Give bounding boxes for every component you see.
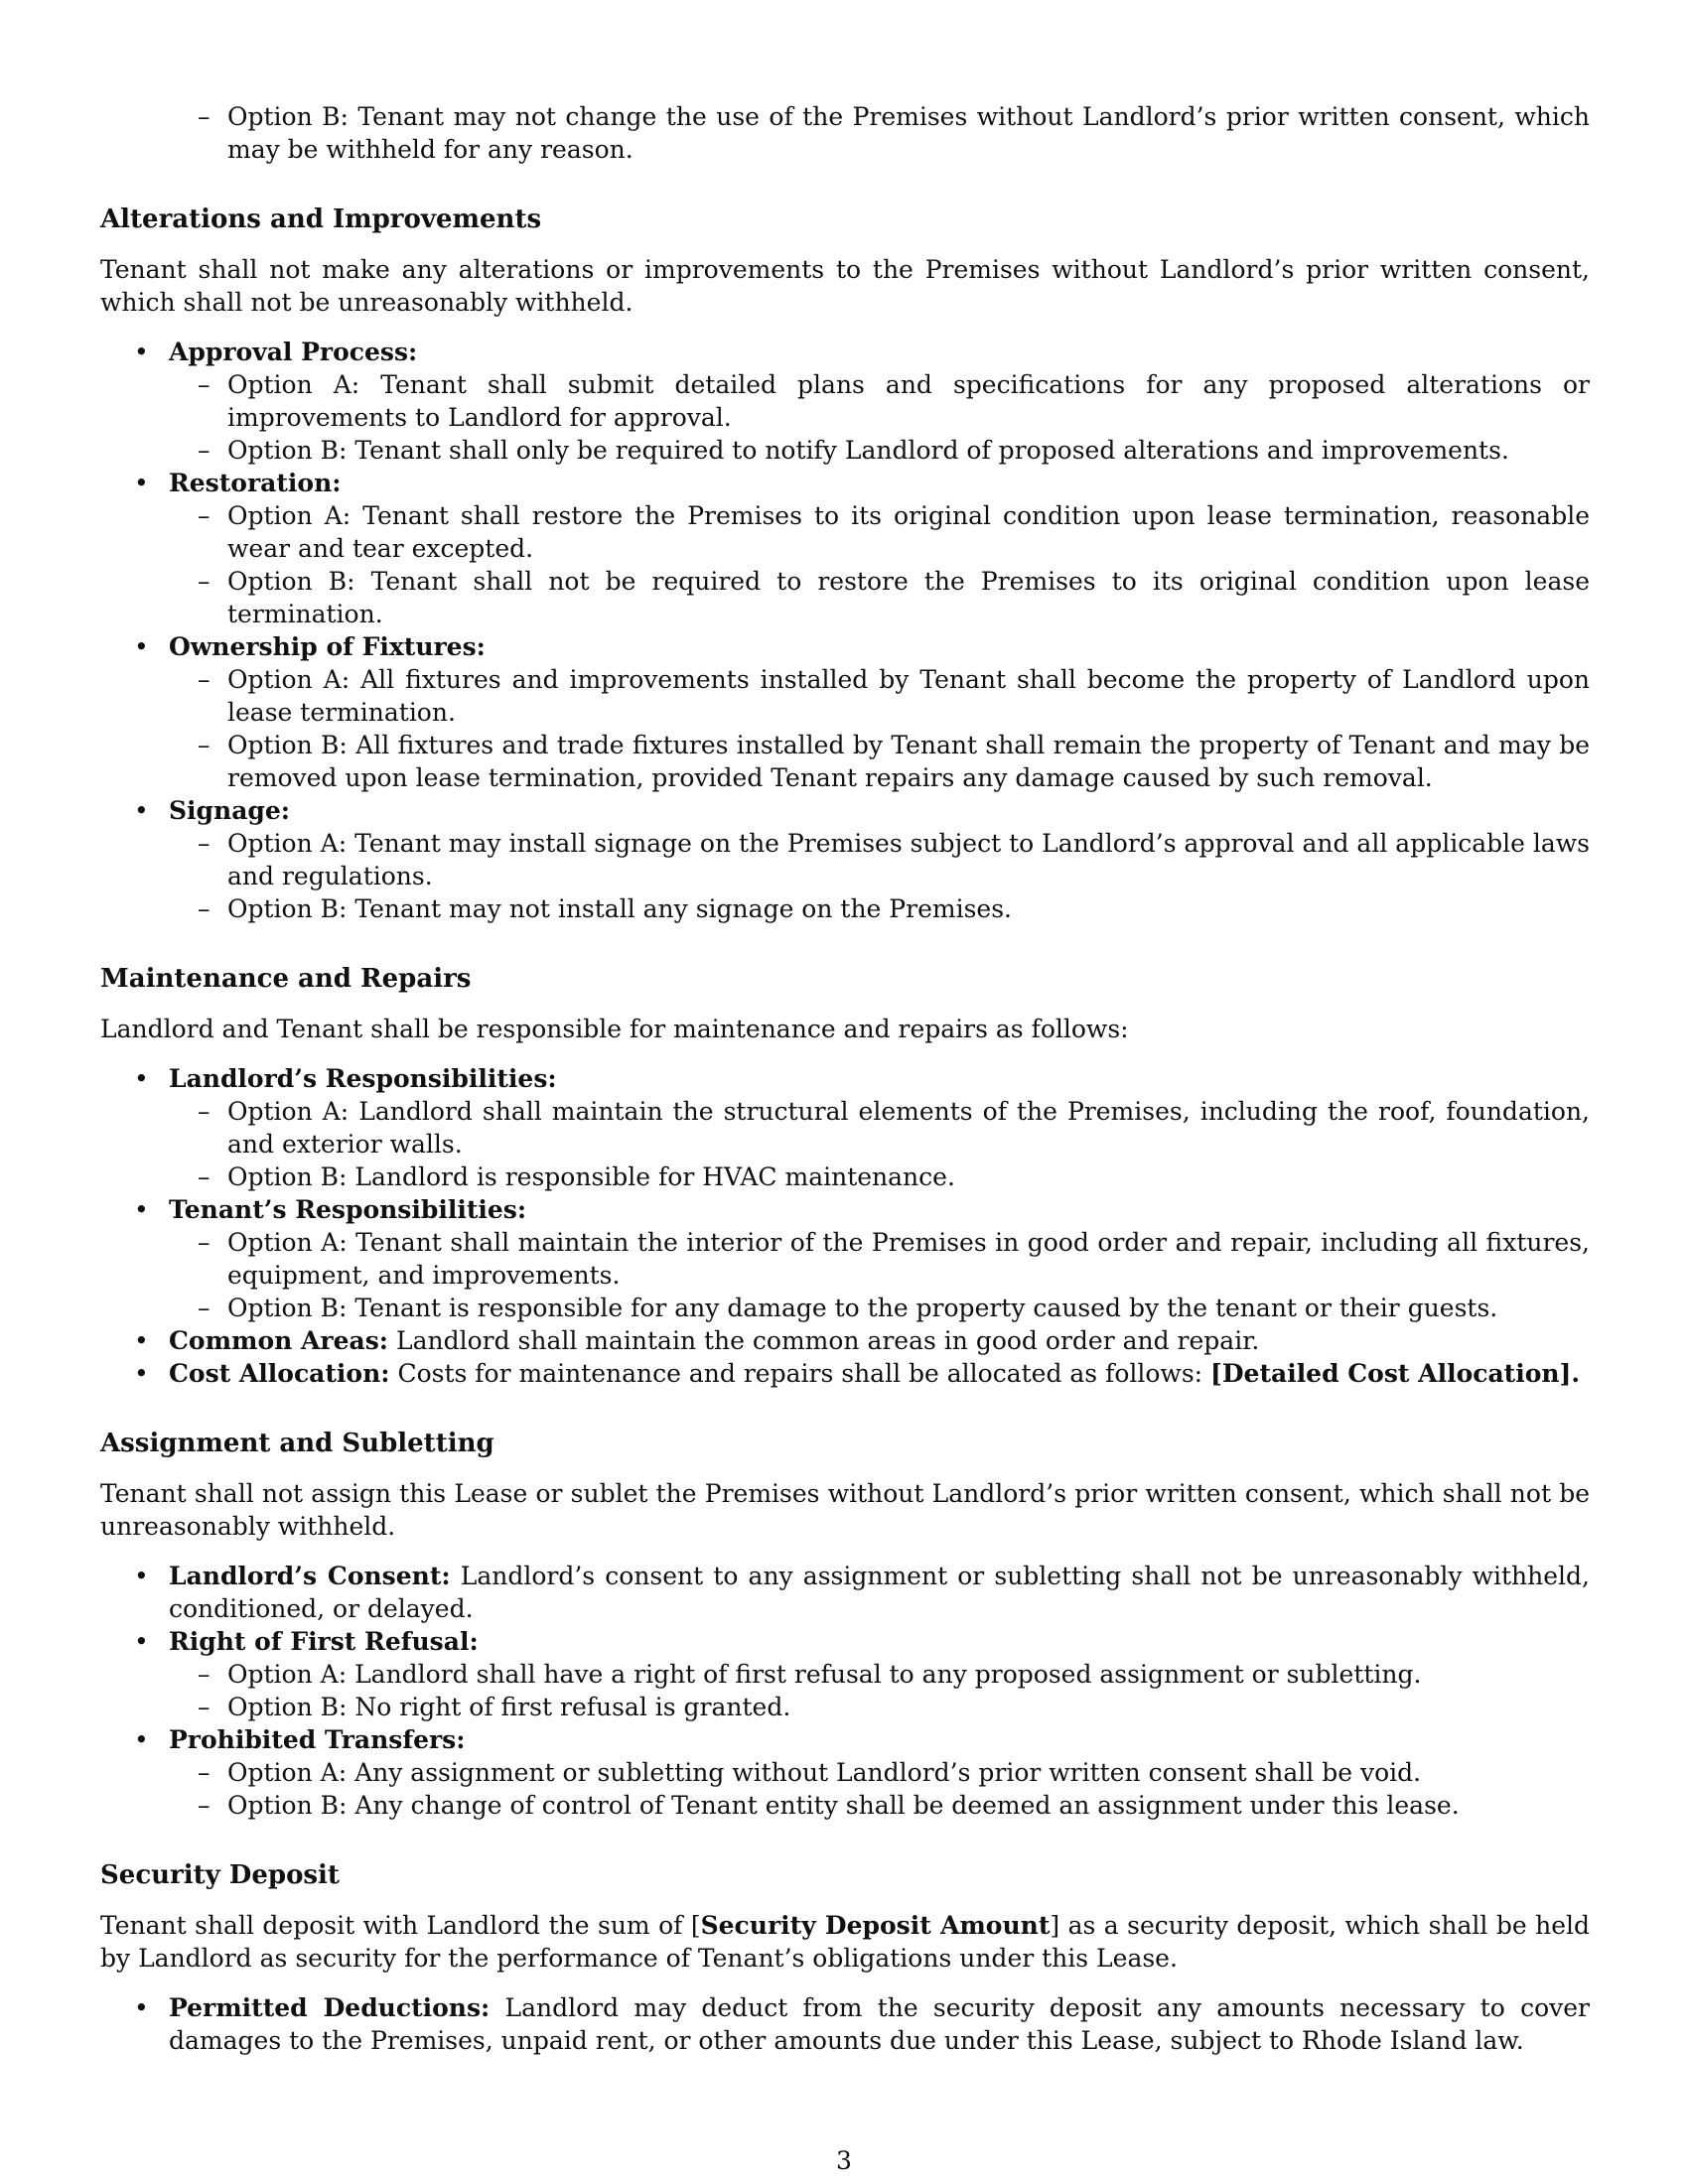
option-text: Option A: Any assignment or subletting without Landlord’s prior written consent shall be void.	[227, 1758, 1422, 1787]
option-item	[100, 729, 1590, 794]
option-text: Option A: Tenant may install signage on the Premises subject to Landlord’s approval and all applicable laws and regulations.	[227, 829, 1590, 890]
item-text: Costs for maintenance and repairs shall be allocated as follows:	[397, 1359, 1203, 1388]
option-text: Option B: Tenant shall not be required to restore the Premises to its original condition upon lease termination.	[227, 567, 1590, 628]
bullet-marker: •	[134, 1993, 149, 2022]
list-item	[100, 794, 1590, 925]
section-title-assignment: Assignment and Subletting	[100, 1429, 494, 1458]
security-list	[100, 1991, 1590, 2057]
list-item	[100, 1062, 1590, 1193]
dash-marker: –	[198, 1660, 211, 1689]
list-item	[100, 1723, 1590, 1822]
section-intro-maintenance: Landlord and Tenant shall be responsible for maintenance and repairs as follows:	[100, 1015, 1129, 1043]
list-item	[100, 1357, 1590, 1390]
dash-marker: –	[198, 665, 211, 694]
dash-marker: –	[198, 1162, 211, 1191]
option-text: Option B: Landlord is responsible for HVAC maintenance.	[227, 1162, 955, 1191]
item-label: Ownership of Fixtures:	[169, 632, 486, 661]
item-label: Tenant’s Responsibilities:	[169, 1195, 527, 1224]
placeholder-field: [Detailed Cost Allocation].	[1210, 1359, 1581, 1388]
dash-marker: –	[198, 1693, 211, 1721]
section-title-alterations: Alterations and Improvements	[100, 205, 542, 234]
option-item	[100, 1658, 1590, 1691]
dash-marker: –	[198, 1758, 211, 1787]
alterations-list	[100, 336, 1590, 925]
bullet-marker: •	[134, 1195, 149, 1224]
item-text: Landlord’s consent to any assignment or subletting shall not be unreasonably withheld, conditioned, or delayed.	[169, 1562, 1591, 1623]
option-text: Option B: Tenant shall only be required to notify Landlord of proposed alterations and improvements.	[227, 436, 1509, 465]
bullet-marker: •	[134, 1562, 149, 1590]
option-item	[100, 1691, 1590, 1723]
item-text: Landlord may deduct from the security deposit any amounts necessary to cover damages to the Premises, unpaid rent, or other amounts due under this Lease, subject to Rhode Island law.	[169, 1993, 1591, 2055]
dash-marker: –	[198, 1294, 211, 1322]
option-text: Option A: Tenant shall maintain the interior of the Premises in good order and repair, including all fixtures, equipment, and improvements.	[227, 1228, 1590, 1290]
section-title-security: Security Deposit	[100, 1860, 340, 1890]
dash-marker: –	[198, 436, 211, 465]
dash-marker: –	[198, 370, 211, 399]
intro-text: ] as a security deposit, which shall be held by Landlord as security for the performance of Tenant’s obligations under this Lease.	[100, 1911, 1590, 1973]
section-intro-alterations: Tenant shall not make any alterations or improvements to the Premises without Landlord’s prior written consent, which shall not be unreasonably withheld.	[100, 255, 1590, 317]
bullet-marker: •	[134, 469, 149, 497]
item-label: Prohibited Transfers:	[169, 1725, 466, 1754]
list-item	[100, 1991, 1590, 2057]
bullet-marker: •	[134, 632, 149, 661]
bullet-marker: •	[134, 338, 149, 366]
item-label: Landlord’s Responsibilities:	[169, 1064, 557, 1093]
option-text: Option B: Any change of control of Tenant entity shall be deemed an assignment under this lease.	[227, 1791, 1460, 1820]
dash-marker: –	[198, 1097, 211, 1126]
option-text: Option A: All fixtures and improvements installed by Tenant shall become the property of Landlord upon lease termination.	[227, 665, 1590, 727]
option-item	[100, 892, 1590, 925]
option-item	[100, 368, 1590, 434]
option-item	[100, 434, 1590, 467]
option-item	[100, 1160, 1590, 1193]
option-text: Option B: Tenant may not install any signage on the Premises.	[227, 894, 1012, 923]
option-text: Option B: Tenant is responsible for any damage to the property caused by the tenant or their guests.	[227, 1294, 1498, 1322]
option-item	[100, 1789, 1590, 1822]
bullet-marker: •	[134, 1326, 149, 1355]
bullet-marker: •	[134, 1359, 149, 1388]
option-item	[100, 499, 1590, 565]
option-item	[100, 663, 1590, 729]
section-title-maintenance: Maintenance and Repairs	[100, 964, 472, 994]
dash-marker: –	[198, 1791, 211, 1820]
document-body	[100, 100, 1590, 2057]
option-item	[100, 1756, 1590, 1789]
bullet-marker: •	[134, 796, 149, 825]
item-label: Permitted Deductions:	[169, 1993, 491, 2022]
bullet-marker: •	[134, 1064, 149, 1093]
option-text: Option A: Landlord shall maintain the structural elements of the Premises, including the roof, foundation, and exterior walls.	[227, 1097, 1590, 1159]
option-item	[100, 1095, 1590, 1160]
list-item	[100, 1560, 1590, 1625]
item-label: Approval Process:	[169, 338, 418, 366]
list-item	[100, 336, 1590, 467]
page-number: 3	[836, 2146, 852, 2175]
placeholder-field: Security Deposit Amount	[700, 1911, 1051, 1940]
option-item	[100, 1226, 1590, 1292]
dash-marker: –	[198, 102, 211, 131]
item-label: Right of First Refusal:	[169, 1627, 479, 1656]
dash-marker: –	[198, 894, 211, 923]
bullet-marker: •	[134, 1627, 149, 1656]
dash-marker: –	[198, 731, 211, 759]
list-item	[100, 1625, 1590, 1723]
dash-marker: –	[198, 829, 211, 858]
option-text: Option B: All fixtures and trade fixtures installed by Tenant shall remain the property of Tenant and may be removed upon lease termination, provided Tenant repairs any damage caused by such removal.	[227, 731, 1590, 792]
section-intro-security	[100, 1909, 1590, 1975]
option-text: Option A: Tenant shall restore the Premises to its original condition upon lease termination, reasonable wear and tear excepted.	[227, 501, 1590, 563]
dash-marker: –	[198, 501, 211, 530]
intro-text: Tenant shall deposit with Landlord the sum of [	[100, 1911, 701, 1940]
assignment-list	[100, 1560, 1590, 1822]
option-text: Option A: Tenant shall submit detailed plans and specifications for any proposed alterations or improvements to Landlord for approval.	[227, 370, 1590, 432]
item-label: Common Areas:	[169, 1326, 389, 1355]
continuation-option	[100, 100, 1590, 166]
list-item	[100, 1324, 1590, 1357]
item-label: Restoration:	[169, 469, 342, 497]
option-item	[100, 1292, 1590, 1324]
option-text: Option B: No right of first refusal is granted.	[227, 1693, 791, 1721]
item-label: Signage:	[169, 796, 291, 825]
item-label: Cost Allocation:	[169, 1359, 390, 1388]
item-label: Landlord’s Consent:	[169, 1562, 451, 1590]
option-text: Option B: Tenant may not change the use of the Premises without Landlord’s prior written consent, which may be withheld for any reason.	[227, 102, 1590, 164]
list-item	[100, 1193, 1590, 1324]
list-item	[100, 630, 1590, 794]
bullet-marker: •	[134, 1725, 149, 1754]
maintenance-list	[100, 1062, 1590, 1390]
section-intro-assignment: Tenant shall not assign this Lease or sublet the Premises without Landlord’s prior written consent, which shall not be unreasonably withheld.	[100, 1479, 1590, 1541]
item-text: Landlord shall maintain the common areas in good order and repair.	[395, 1326, 1260, 1355]
option-item	[100, 827, 1590, 892]
option-item	[100, 565, 1590, 630]
list-item	[100, 467, 1590, 630]
option-text: Option A: Landlord shall have a right of first refusal to any proposed assignment or subletting.	[227, 1660, 1422, 1689]
dash-marker: –	[198, 1228, 211, 1257]
dash-marker: –	[198, 567, 211, 596]
